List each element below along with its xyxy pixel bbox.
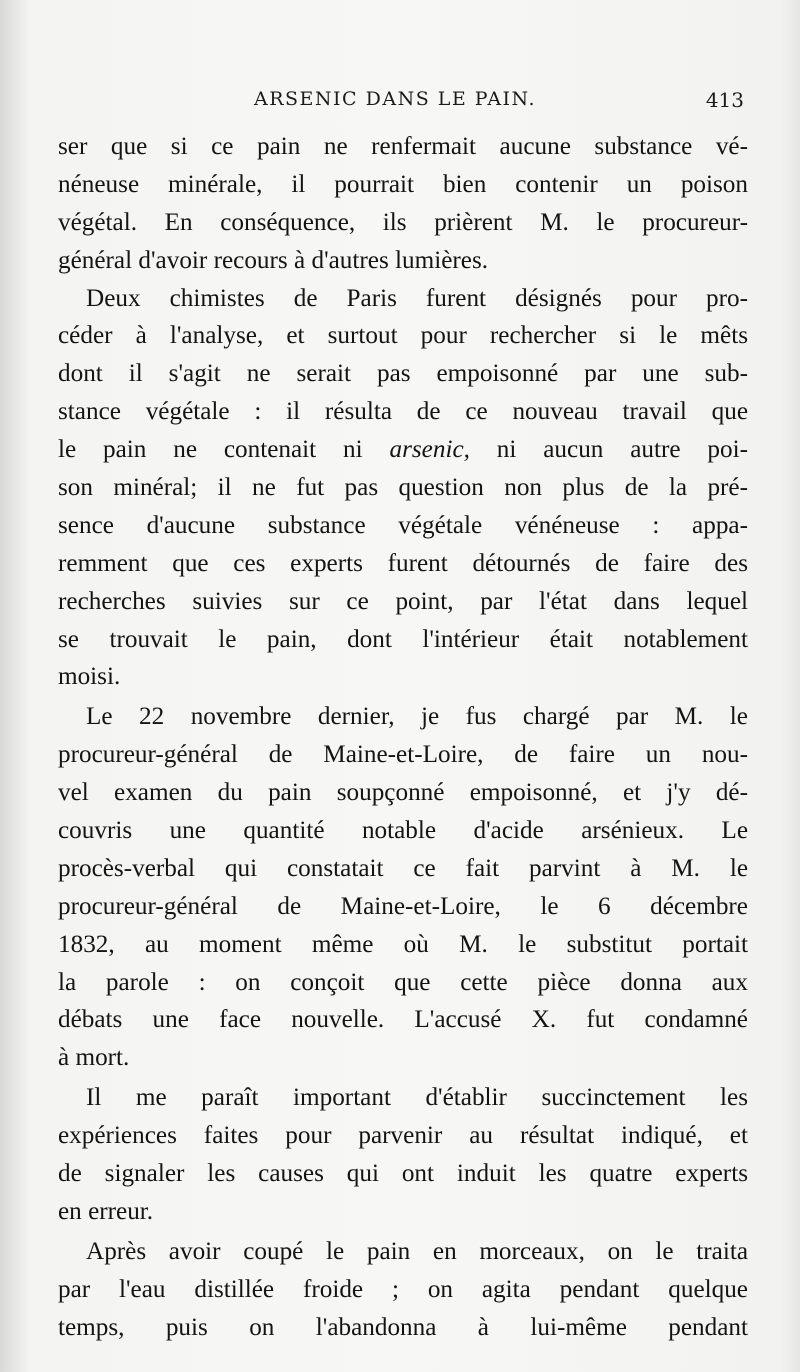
text-line: moisi.	[58, 663, 121, 691]
text-line: dont il s'agit ne serait pas empoisonné par une sub-	[58, 360, 748, 388]
text-line: néneuse minérale, il pourrait bien contenir un poison	[58, 170, 748, 198]
text-segment: le pain ne contenait ni	[58, 436, 363, 464]
text-line: à mort.	[58, 1044, 130, 1072]
text-line: vel examen du pain soupçonné empoisonné, et j'y dé-	[58, 779, 748, 807]
text-line: Après avoir coupé le pain en morceaux, on le traita	[86, 1237, 748, 1265]
text-line: débats une face nouvelle. L'accusé X. fut condamné	[58, 1006, 748, 1034]
text-segment: ni aucun autre poi-	[496, 436, 748, 464]
text-line: par l'eau distillée froide ; on agita pendant quelque	[58, 1275, 748, 1303]
text-line: recherches suivies sur ce point, par l'état dans lequel	[58, 587, 748, 615]
italic-term: arsenic,	[389, 436, 470, 464]
text-line: son minéral; il ne fut pas question non plus de la pré-	[58, 474, 748, 502]
text-line: procureur-général de Maine-et-Loire, le 6 décembre	[58, 892, 748, 920]
paragraph	[58, 1079, 748, 1231]
running-title: ARSENIC DANS LE PAIN.	[254, 88, 536, 110]
text-line: ser que si ce pain ne renfermait aucune substance vé-	[58, 133, 748, 160]
text-line: de signaler les causes qui ont induit les quatre experts	[58, 1160, 748, 1188]
body-text	[58, 128, 748, 1347]
text-line: stance végétale : il résulta de ce nouveau travail que	[58, 398, 748, 426]
text-line: Il me paraît important d'établir succinctement les	[86, 1084, 748, 1112]
text-line-mixed	[58, 431, 748, 469]
paragraph	[58, 1233, 748, 1347]
text-line: remment que ces experts furent détournés de faire des	[58, 549, 748, 577]
text-line: procureur-général de Maine-et-Loire, de faire un nou-	[58, 741, 748, 769]
paragraph	[58, 128, 748, 280]
text-line: Deux chimistes de Paris furent désignés pour pro-	[86, 284, 748, 312]
text-line: expériences faites pour parvenir au résultat indiqué, et	[58, 1122, 748, 1150]
text-line: 1832, au moment même où M. le substitut portait	[58, 930, 748, 958]
text-line: Le 22 novembre dernier, je fus chargé par M. le	[86, 703, 748, 731]
page-header	[58, 88, 748, 118]
text-line: général d'avoir recours à d'autres lumières.	[58, 246, 489, 274]
text-line: procès-verbal qui constatait ce fait parvint à M. le	[58, 854, 748, 882]
text-line: sence d'aucune substance végétale vénéneuse : appa-	[58, 511, 748, 539]
paragraph	[58, 698, 748, 1077]
text-line: végétal. En conséquence, ils prièrent M. le procureur-	[58, 208, 748, 236]
paragraph	[58, 280, 748, 697]
text-line: se trouvait le pain, dont l'intérieur était notablement	[58, 625, 748, 653]
text-line: la parole : on conçoit que cette pièce donna aux	[58, 968, 748, 996]
text-line: couvris une quantité notable d'acide arsénieux. Le	[58, 817, 748, 845]
text-line: temps, puis on l'abandonna à lui-même pendant	[58, 1313, 748, 1341]
text-line: céder à l'analyse, et surtout pour rechercher si le mêts	[58, 322, 748, 350]
page-number: 413	[705, 88, 744, 112]
text-line: en erreur.	[58, 1197, 154, 1225]
